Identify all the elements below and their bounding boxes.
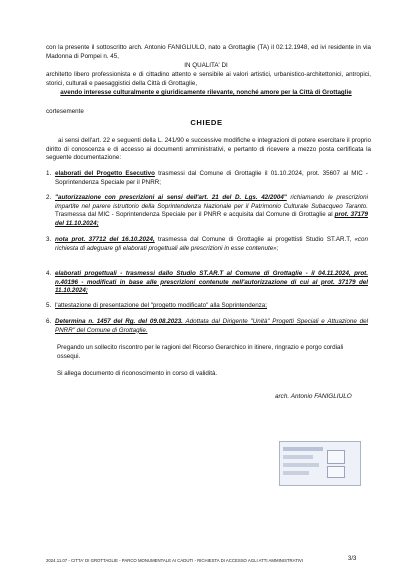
item-text: l'attestazione di presentazione del "progetto modificato" alla Soprintendenza; <box>55 302 268 309</box>
list-item-4 <box>46 270 368 296</box>
item-italic-text: richiamando le prescrizioni impartite nel parere istruttorio della Soprintendenza Nazionale per il Patrimonio Culturale Subacqueo Taranto. <box>55 194 369 210</box>
list-number: 1. <box>46 170 52 177</box>
signature-name: arch. Antonio FANIGLIULO <box>275 393 352 400</box>
closing-paragraph: Pregando un sollecito riscontro per le ragioni del Ricorso Gerarchico in itinere, ringrazio e porgo cordiali ossequi. <box>57 344 344 360</box>
list-item-1 <box>46 170 368 187</box>
item-title: "autorizzazione con prescrizioni ai sensi dell'art. 21 del D. Lgs. 42/2004" <box>55 194 287 201</box>
list-number: 5. <box>46 302 52 309</box>
item-protocol: prot. 37179 del 11.10.2024; <box>55 211 368 227</box>
list-item-6 <box>46 318 368 335</box>
chiede-heading: CHIEDE <box>190 118 223 127</box>
attachment-note: Si allega documento di riconoscimento in corso di validità. <box>57 370 218 377</box>
qualita-description: architetto libero professionista e di cittadino attento e sensibile ai valori artistici, urbanistico-architettonici, antropici, storici, culturali e paesaggistici della Città di Grottaglie, <box>46 71 371 87</box>
qualita-heading: IN QUALITA' DI <box>184 62 228 69</box>
list-number: 4. <box>46 270 52 277</box>
list-item-3 <box>46 236 368 253</box>
interest-statement: avendo interesse culturalmente e giuridicamente rilevante, nonché amore per la Città di Grottaglie <box>60 89 352 96</box>
item-italic-text: «con richiesta di adeguare gli elaborati progettuali alle prescrizioni in esse contenute»; <box>55 236 368 252</box>
item-text: trasmessa dal Comune di Grottaglie ai progettisti Studio ST.AR.T, <box>154 236 355 243</box>
list-number: 6. <box>46 318 52 325</box>
item-text: Trasmessa dal MIC - Soprintendenza Speciale per il PNRR e acquisita dal Comune di Grottaglie al <box>55 211 335 219</box>
intro-paragraph: con la presente il sottoscritto arch. Antonio FANIGLIULO, nato a Grottaglie (TA) il 02.12.1948, ed ivi residente in via Madonna di Pompei n. 45, <box>46 44 371 60</box>
request-paragraph: ai sensi dell'art. 22 e seguenti della L. 241/90 e successive modifiche e integrazioni di potere esercitare il proprio diritto di conoscenza e di accesso ai documenti amministrativi, e pertanto di ricevere a mezzo posta certificata la seguente documentazione: <box>46 137 371 162</box>
item-title: nota prot. 37712 del 16.10.2024, <box>55 236 155 243</box>
item-text: Adottata dal Dirigente "Unità" Progetti Speciali e Attuazione del PNRR" del Comune di Grottaglie. <box>55 318 369 334</box>
page-footer: 2024.11.07 - CITTA' DI GROTTAGLIE - PARCO MONUMENTALE AI CADUTI - RICHIESTA DI ACCESSO AGLI ATTI AMMINISTRATIVI <box>46 558 304 563</box>
list-number: 2. <box>46 194 52 201</box>
item-text: trasmessi dal Comune di Grottaglie il 01.10.2024, prot. 35607 al MIC - Soprintendenza Speciale per il PNRR; <box>55 170 368 186</box>
item-title: elaborati progettuali - trasmessi dallo Studio ST.AR.T al Comune di Grottaglie - il 04.11.2024, prot. n.40196 - modificati in base alle prescrizioni contenute nell'autorizzazione di cui al prot. 37179 del 11.10.2024; <box>55 270 368 295</box>
page-number: 3/3 <box>348 556 357 562</box>
item-title: Determina n. 1457 del Rg. del 09.08.2023. <box>55 318 183 325</box>
cortesemente-text: cortesemente <box>46 108 84 115</box>
item-title: elaborati del Progetto Esecutivo <box>55 170 155 177</box>
signature-stamp <box>279 441 361 486</box>
list-item-5 <box>46 302 368 311</box>
list-number: 3. <box>46 236 52 243</box>
list-item-2 <box>46 194 368 228</box>
